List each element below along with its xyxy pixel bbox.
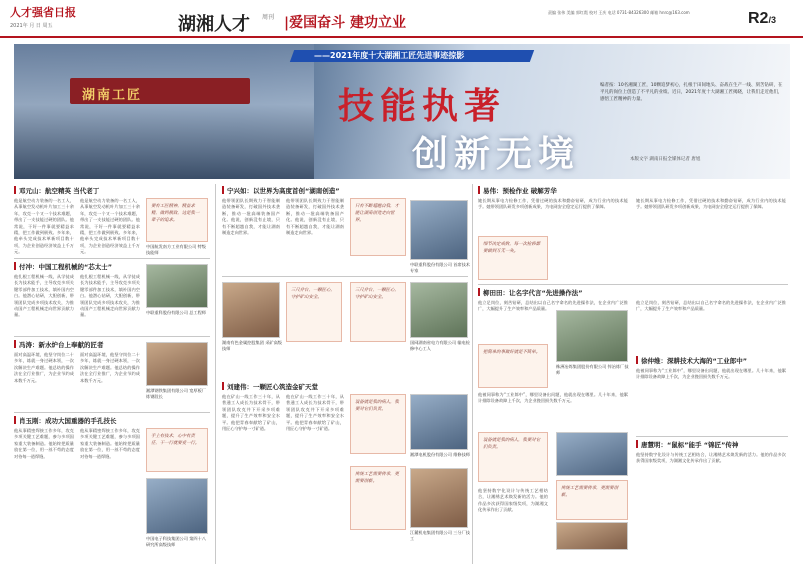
contact-info: 责编 张伟 美编 郭红霞 校对 王庆 电话 0731-84326300 邮箱 hnrc@163.com [548, 10, 690, 15]
story-photo-caption: 湘潭电机股份有限公司 维修技师 [410, 452, 470, 457]
story-quote-box [350, 394, 406, 454]
banner-ribbon-text: ——2021年度十大湖湘工匠先进事迹掠影 [314, 51, 465, 60]
paper-date: 2021年 月 日 周五 [10, 23, 53, 29]
story-quote: 设备就是我的病人，我要对它们负责。 [355, 400, 399, 412]
story-body-continued: 他是航空动力装备的一名工人，从事航空发动机叶片加工三十余年，攻克一个又一个技术难题，带出了一支技能过硬的团队。他常说，干好一件事就要精益求精，把工作做到极致。多年来，他牵头完成技术革新项目数十项，为企业创造经济效益上千万元。 [80, 198, 140, 255]
story-photo-caption: 中国电子科技集团公司 第四十八研究所高级技师 [146, 536, 206, 547]
story-quote-box [556, 480, 628, 520]
story-title: 邓元山：航空精英 当代老丁 [19, 187, 100, 195]
story-quote: 设备就是我的病人，我要对它们负责。 [483, 438, 541, 450]
story-quote: 传统工艺需要传承，更需要创新。 [561, 486, 619, 498]
story-title: 刘建伟：一颗匠心筑造金矿天堂 [227, 383, 318, 391]
story-divider [222, 276, 468, 277]
story-divider [478, 284, 788, 285]
story-body-continued: 他带领团队长期致力于智能制造装备研发，打破国外技术垄断，推动一批高端装备国产化。他说，创新没有止境，只有不断超越自我，才能让湖南制造走向世界。 [286, 198, 344, 236]
story-title-bar [14, 416, 16, 424]
story-quote-box [350, 198, 406, 256]
story-quote: 三尺井台，一颗匠心，守护矿山安全。 [355, 288, 399, 300]
banner-credit: 本版文字 湖南日报全媒体记者 唐旭 [630, 157, 701, 162]
story-photo [556, 310, 628, 362]
story-title-bar [14, 186, 16, 194]
column-rule [215, 184, 216, 564]
page-total: /3 [768, 15, 776, 25]
story-title: 柳田田：让名字代言“先进操作法” [483, 289, 583, 297]
story-title: 宁兴如：以世界为高度首创“湖南创造” [227, 187, 340, 195]
story-body: 他是航空动力装备的一名工人，从事航空发动机叶片加工三十余年，攻克一个又一个技术难题，带出了一支技能过硬的团队。他常说，干好一件事就要精益求精，把工作做到极致。多年来，他牵头完成技术革新项目数十项，为企业创造经济效益上千万元。 [14, 198, 74, 255]
story-photo [146, 264, 208, 308]
story-photo-caption: 中联重科股份有限公司 总工程师 [146, 310, 206, 315]
story-divider [14, 336, 210, 337]
story-body: 他立足岗位，刻苦钻研，总结出以自己名字命名的先进操作法，在企业内广泛推广，大幅提升了生产效率和产品质量。 [478, 300, 628, 312]
story-title-bar [14, 340, 16, 348]
story-body-continued: 她长期从事电力检修工作，凭借过硬的技术和勤奋钻研，成为行业内的技术能手。她带领团队研发多项创新成果，为电网安全稳定运行提供了保障。 [636, 198, 786, 210]
column-rule [472, 184, 473, 564]
story-body: 他带领团队长期致力于智能制造装备研发，打破国外技术垄断，推动一批高端装备国产化。他说，创新没有止境，只有不断超越自我，才能让湖南制造走向世界。 [222, 198, 280, 236]
story-photo-caption: 江麓机电集团有限公司 三分厂技工 [410, 530, 470, 541]
story-body-left: 他被同事称为“工业郎中”，哪里设备出问题，他就出现在哪里。几十年来，他累计排除设备故障上千次，为企业挽回损失数千万元。 [478, 392, 628, 404]
story-body-continued: 他扎根工程机械一线，从学徒成长为技术能手，主导攻克多项关键零部件加工技术，填补国内空白。他潜心钻研，大胆创新，带领团队完成多项技术攻关，为推动国产工程机械走向世界贡献力量。 [80, 274, 140, 318]
story-quote: 把简单的事做好就是不简单。 [483, 350, 541, 355]
story-quote: 三尺井台，一颗匠心，守护矿山安全。 [291, 288, 335, 300]
story-body: 她长期从事电力检修工作，凭借过硬的技术和勤奋钻研，成为行业内的技术能手。她带领团队研发多项创新成果，为电网安全稳定运行提供了保障。 [478, 198, 628, 210]
story-photo-caption: 株洲冶炼集团股份有限公司 锌冶炼厂技师 [556, 364, 629, 375]
story-photo [410, 468, 468, 528]
story-title: 唐慧明：“鼠标”能手 “锦匠”传神 [641, 441, 739, 449]
paper-name: 人才强省日报 [10, 6, 76, 19]
story-quote-box [350, 282, 406, 342]
story-photo [556, 432, 628, 476]
story-body-continued: 他从事精密焊接工作多年，攻克多项关键工艺难题，参与多项国家重大装备制造。他始终把质量放在第一位，用一丝不苟的态度对待每一道焊缝。 [80, 428, 140, 459]
story-photo-caption: 湘潭钢铁集团有限公司 宽厚板厂炼钢段长 [146, 388, 206, 399]
story-photo [222, 282, 280, 338]
story-photo [410, 282, 468, 338]
story-quote-box [478, 344, 548, 388]
story-quote-box [478, 236, 548, 280]
story-body: 面对高温环境，他坚守岗位二十多年，练就一身过硬本领，一次次解决生产难题。他总结的操作法在全行业推广，为企业节约成本数千万元。 [14, 352, 74, 383]
masthead [0, 0, 803, 38]
story-body-continued: 面对高温环境，他坚守岗位二十多年，练就一身过硬本领，一次次解决生产难题。他总结的操作法在全行业推广，为企业节约成本数千万元。 [80, 352, 140, 383]
story-title-bar [478, 288, 480, 296]
story-body-continued: 他立足岗位，刻苦钻研，总结出以自己名字命名的先进操作法，在企业内广泛推广，大幅提升了生产效率和产品质量。 [636, 300, 786, 312]
story-quote: 只有不断超越自我，才能让湖南创造走向世界。 [355, 204, 399, 223]
banner [14, 44, 790, 179]
story-photo [146, 478, 208, 534]
banner-lead: 编者按：10名湘湖工匠，10颗追梦初心，扎根于田间地头、奋战在生产一线、刻苦钻研，在平凡的岗位上创造了不平凡的业绩。近日，2021年度十大湖湘工匠揭晓，让我们走近他们，感悟工匠精神的力量。 [600, 83, 783, 102]
story-body: 他被同事称为“工业郎中”，哪里设备出问题，他就出现在哪里。几十年来，他累计排除设备故障上千次，为企业挽回损失数千万元。 [636, 368, 786, 380]
story-photo-caption: 国网湖南省电力有限公司 输电检修中心工人 [410, 340, 470, 351]
section-sub: 周刊 [262, 14, 275, 21]
story-quote-box [350, 466, 406, 530]
story-title-bar [222, 382, 224, 390]
story-quote: 细节决定成败，每一次检修都要做到万无一失。 [483, 242, 541, 254]
story-photo [410, 394, 468, 450]
story-photo-caption: 中国航发南方工业有限公司 特级技能师 [146, 244, 206, 255]
page-number-value: R2 [748, 10, 769, 27]
story-quote-box [146, 198, 208, 242]
story-photo-caption: 中联重科股份有限公司 首席技术专家 [410, 262, 470, 273]
story-photo [410, 200, 468, 260]
story-body-continued: 他在矿山一线工作三十年，从普通工人成长为技术骨干，带领团队攻克井下开采多项难题，提升了生产效率和安全水平。他把青春奉献给了矿山，用匠心守护每一寸矿道。 [286, 394, 344, 432]
banner-photo [14, 44, 314, 179]
banner-headline-1: 技能执著 [338, 85, 507, 127]
section-name: 湖湘人才 [178, 14, 250, 35]
story-quote: 手上有技术，心中有责任，干一行就要爱一行。 [151, 434, 200, 446]
story-quote-box [478, 432, 548, 482]
banner-sign-text: 湖南工匠 [82, 88, 143, 103]
story-body: 他扎根工程机械一线，从学徒成长为技术能手，主导攻克多项关键零部件加工技术，填补国内空白。他潜心钻研，大胆创新，带领团队完成多项技术攻关，为推动国产工程机械走向世界贡献力量。 [14, 274, 74, 318]
story-body: 他在矿山一线工作三十年，从普通工人成长为技术骨干，带领团队攻克井下开采多项难题，提升了生产效率和安全水平。他把青春奉献给了矿山，用匠心守护每一寸矿道。 [222, 394, 280, 432]
story-photo [146, 342, 208, 386]
story-body: 他坚持数字化设计与传统工艺相结合，让湘绣艺术焕发新的活力。他的作品多次获得国家级奖项，为湖湘文化传承作出了贡献。 [636, 452, 786, 464]
story-quote-box [286, 282, 342, 342]
story-title: 徐仲维：深耕技术大海的“工业郎中” [641, 357, 748, 365]
story-body: 他从事精密焊接工作多年，攻克多项关键工艺难题，参与多项国家重大装备制造。他始终把质量放在第一位，用一丝不苟的态度对待每一道焊缝。 [14, 428, 74, 459]
story-divider [636, 436, 788, 437]
story-quote: 传统工艺需要传承，更需要创新。 [355, 472, 399, 484]
story-title-bar [636, 440, 638, 448]
story-divider [14, 412, 210, 413]
story-photo-caption: 湖南有色金属控股集团 采矿高级技师 [222, 340, 282, 351]
page-number [748, 10, 776, 28]
story-quote: 要有工匠精神，精益求精，做到极致，这是我一辈子的追求。 [151, 204, 200, 223]
story-title-bar [478, 186, 480, 194]
story-title-bar [222, 186, 224, 194]
banner-headline-2: 创新无境 [412, 133, 581, 175]
story-quote-box [146, 428, 208, 472]
story-title-bar [636, 356, 638, 364]
story-photo [556, 522, 628, 550]
story-body-left: 他坚持数字化设计与传统工艺相结合，让湘绣艺术焕发新的活力。他的作品多次获得国家级奖项，为湖湘文化传承作出了贡献。 [478, 488, 548, 513]
section-title: |爱国奋斗 建功立业 [284, 15, 406, 31]
story-title: 肖玉刚：成功大国重器的手孔技长 [19, 417, 117, 425]
story-title: 易伟：预检作业 破解芳华 [483, 187, 557, 195]
story-title-bar [14, 262, 16, 270]
story-title: 冯涛：新水炉台上奉献的匠者 [19, 341, 104, 349]
story-title: 付冲：中国工程机械的“芯太士” [19, 263, 113, 271]
story-divider [14, 258, 210, 259]
